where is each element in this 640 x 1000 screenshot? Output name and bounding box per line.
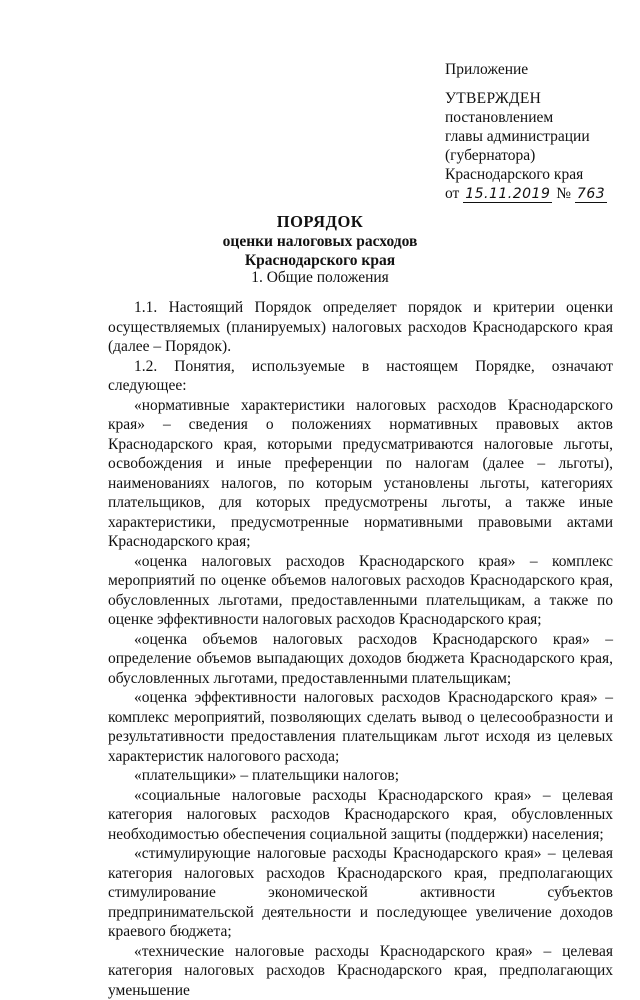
approval-line: (губернатора) xyxy=(445,146,635,165)
paragraph: «плательщики» – плательщики налогов; xyxy=(108,766,613,786)
approved-label: УТВЕРЖДЕН xyxy=(445,89,635,108)
appendix-label: Приложение xyxy=(445,60,635,79)
section-heading: 1. Общие положения xyxy=(0,269,640,287)
approval-line: главы администрации xyxy=(445,127,635,146)
decree-date: 15.11.2019 xyxy=(463,186,552,203)
approval-line: Краснодарского края xyxy=(445,165,635,184)
paragraph: 1.2. Понятия, используемые в настоящем Порядке, означают следующее: xyxy=(108,357,613,396)
approval-stamp-block xyxy=(445,60,635,204)
paragraph: «социальные налоговые расходы Краснодарского края» – целевая категория налоговых расходов Краснодарского края, обусловленных необходимостью обеспечения социальной защиты (поддержки) населения; xyxy=(108,786,613,845)
approval-line: постановлением xyxy=(445,108,635,127)
paragraph: «технические налоговые расходы Краснодарского края» – целевая категория налоговых расходов Краснодарского края, предполагающих уменьшение xyxy=(108,942,613,1000)
decree-date-line xyxy=(445,184,635,204)
paragraph: «оценка объемов налоговых расходов Краснодарского края» – определение объемов выпадающих доходов бюджета Краснодарского края, обусловленных льготами, предоставленными плательщикам; xyxy=(108,630,613,689)
title-main: ПОРЯДОК xyxy=(0,212,640,232)
title-line: оценки налоговых расходов xyxy=(0,232,640,251)
number-prefix: № xyxy=(556,185,571,202)
title-line: Краснодарского края xyxy=(0,251,640,270)
paragraph: «оценка налоговых расходов Краснодарского края» – комплекс мероприятий по оценке объемов налоговых расходов Краснодарского края, обусловленных льготами, предоставленными плательщикам, а также по оценке эффективности налоговых расходов Краснодарского края; xyxy=(108,552,613,630)
paragraph: 1.1. Настоящий Порядок определяет порядок и критерии оценки осуществляемых (планируемых) налоговых расходов Краснодарского края (далее – Порядок). xyxy=(108,298,613,357)
paragraph: «оценка эффективности налоговых расходов Краснодарского края» – комплекс мероприятий, позволяющих сделать вывод о целесообразности и результативности предоставления плательщикам льгот исходя из целевых характеристик налогового расхода; xyxy=(108,688,613,766)
document-title xyxy=(0,212,640,270)
paragraph: «стимулирующие налоговые расходы Краснодарского края» – целевая категория налоговых расходов Краснодарского края, предполагающих стимулирование экономической активности субъектов предпринимательской деятельности и последующее увеличение доходов краевого бюджета; xyxy=(108,844,613,942)
date-prefix: от xyxy=(445,185,459,202)
document-body xyxy=(108,298,613,1000)
decree-number: 763 xyxy=(575,186,607,203)
paragraph: «нормативные характеристики налоговых расходов Краснодарского края» – сведения о положениях нормативных правовых актов Краснодарского края, которыми предусматриваются налоговые льготы, освобождения и иные преференции по налогам (далее – льготы), наименованиях налогов, по которым установлены льготы, категориях плательщиков, для которых предусмотрены льготы, а также иные характеристики, предусмотренные нормативными правовыми актами Краснодарского края; xyxy=(108,396,613,552)
